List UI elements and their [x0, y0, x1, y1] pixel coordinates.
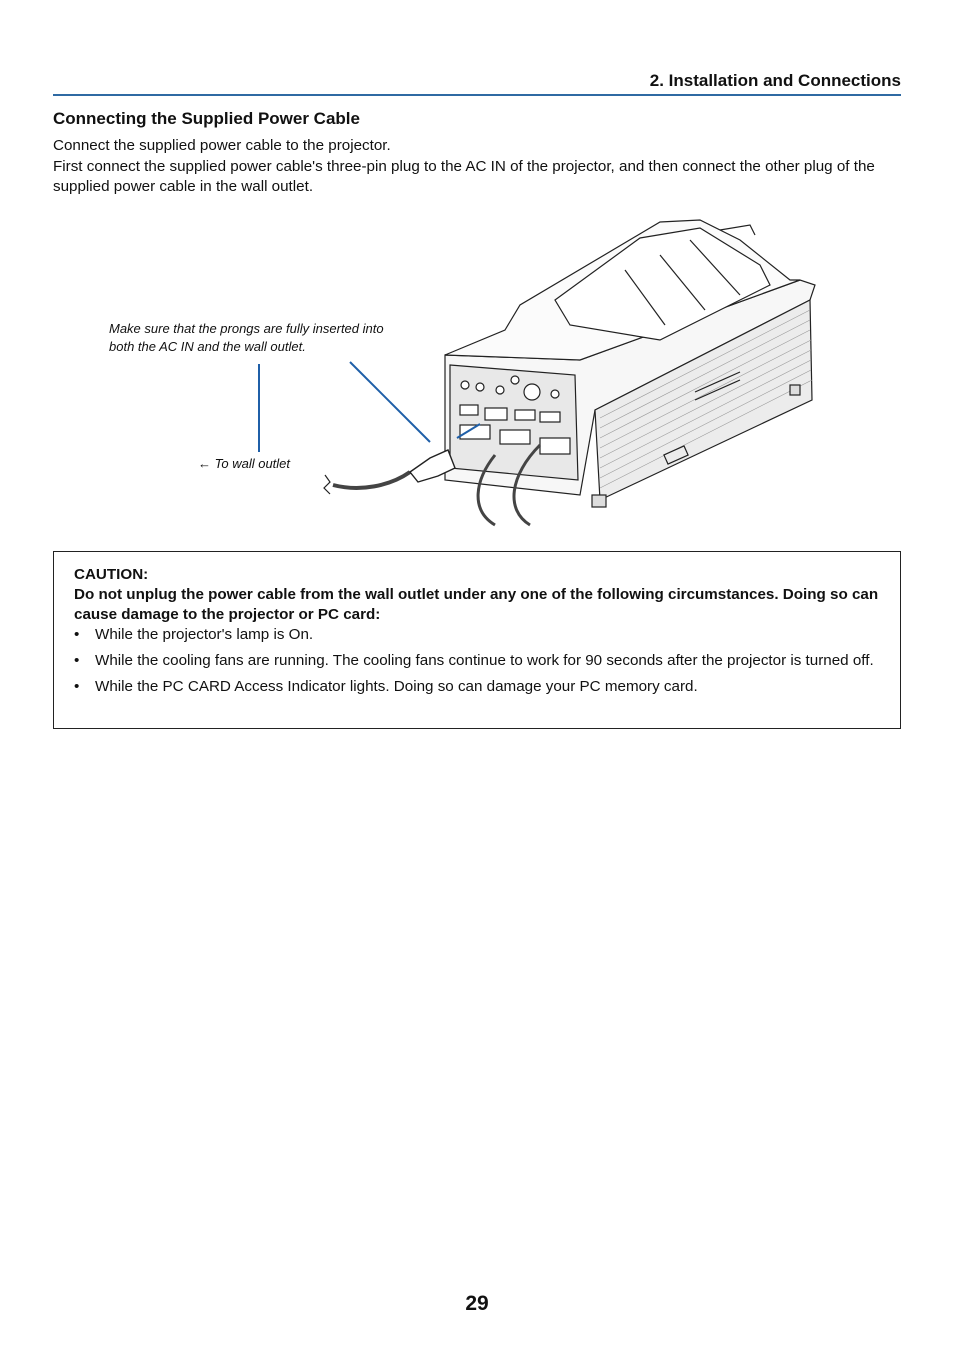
- list-item-text: While the PC CARD Access Indicator lights. Doing so can damage your PC memory card.: [95, 678, 698, 695]
- projector-illustration: [100, 210, 830, 530]
- caution-list: [74, 625, 880, 697]
- body-text: [53, 136, 903, 198]
- header-title: 2. Installation and Connections: [649, 71, 901, 90]
- page-number: 29: [465, 1292, 489, 1315]
- caution-title: CAUTION:: [74, 566, 149, 583]
- paragraph: Connect the supplied power cable to the projector.: [53, 137, 391, 154]
- bullet: •: [74, 652, 80, 669]
- list-item: [74, 625, 880, 645]
- section-title: Connecting the Supplied Power Cable: [53, 109, 360, 128]
- list-item: [74, 651, 880, 671]
- caution-box: [53, 551, 901, 729]
- caution-content: [74, 565, 880, 703]
- list-item-text: While the projector's lamp is On.: [95, 626, 314, 643]
- bullet: •: [74, 626, 80, 643]
- page-header: [53, 70, 901, 96]
- caution-heading: Do not unplug the power cable from the wall outlet under any one of the following circumstances. Doing so can cause damage to the projector or PC card:: [74, 586, 879, 623]
- wall-outlet-label: ← To wall outlet: [198, 456, 291, 471]
- bullet: •: [74, 678, 80, 695]
- list-item: [74, 677, 880, 697]
- list-item-text: While the cooling fans are running. The cooling fans continue to work for 90 seconds after the projector is turned off.: [95, 652, 874, 669]
- paragraph: First connect the supplied power cable's three-pin plug to the AC IN of the projector, and then connect the other plug of the supplied power cable in the wall outlet.: [53, 157, 875, 195]
- figure-note: Make sure that the prongs are fully inserted into both the AC IN and the wall outlet.: [109, 321, 384, 354]
